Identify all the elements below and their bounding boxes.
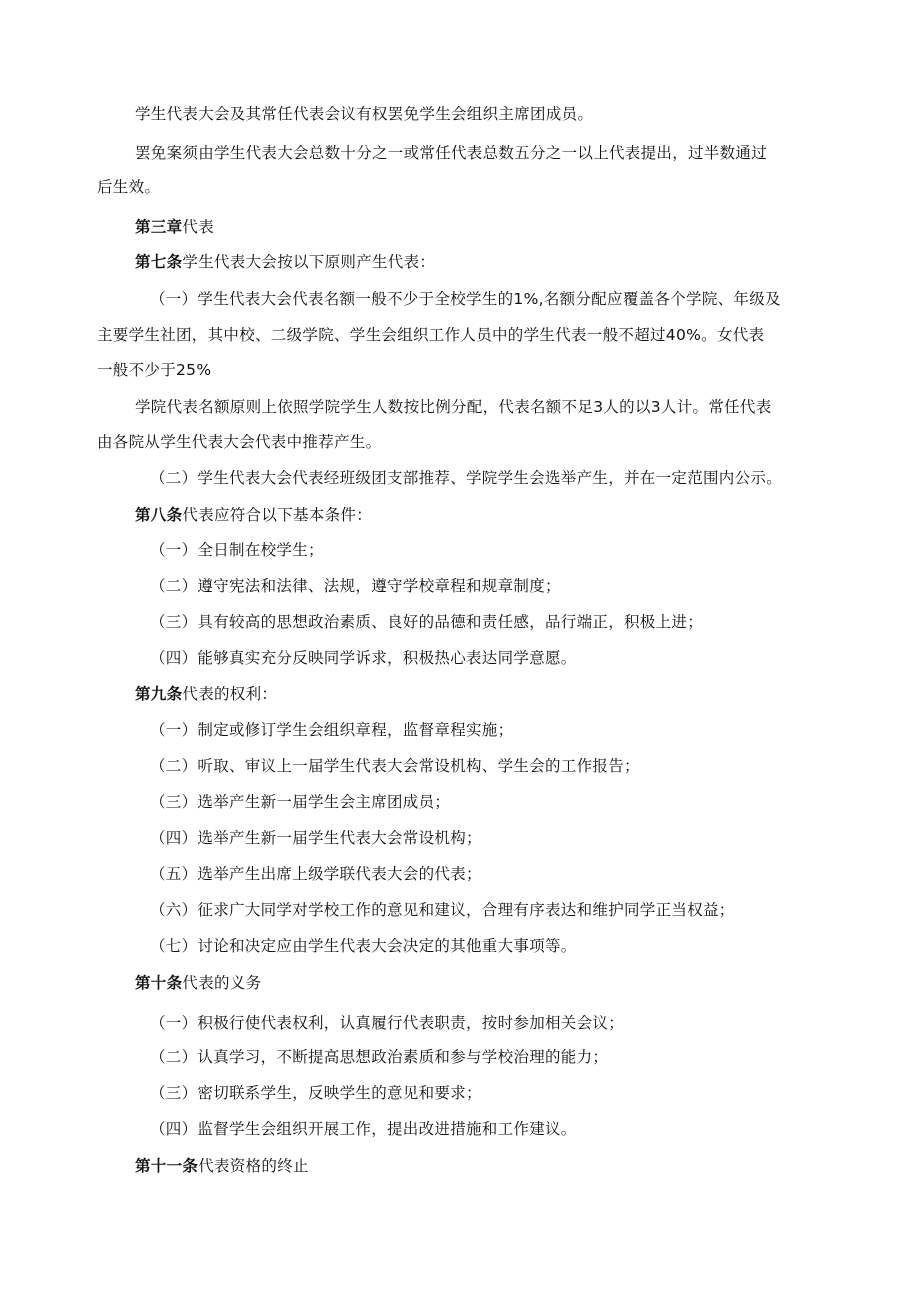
list-item: （三）密切联系学生，反映学生的意见和要求；: [150, 1084, 482, 1102]
chapter-heading: 第三章代表: [135, 218, 215, 236]
list-item: （六）征求广大同学对学校工作的意见和建议，合理有序表达和维护同学正当权益；: [150, 901, 735, 919]
list-item: （一）制定或修订学生会组织章程，监督章程实施；: [150, 721, 514, 739]
list-item: （五）选举产生出席上级学联代表大会的代表；: [150, 865, 482, 883]
list-item: （一）全日制在校学生；: [150, 541, 324, 559]
paragraph-line: 罢免案须由学生代表大会总数十分之一或常任代表总数五分之一以上代表提出，过半数通过: [135, 144, 768, 162]
article-heading: 第十条代表的义务: [135, 974, 262, 992]
list-item: （四）监督学生会组织开展工作，提出改进措施和工作建议。: [150, 1120, 577, 1138]
list-item: （四）能够真实充分反映同学诉求，积极热心表达同学意愿。: [150, 649, 577, 667]
list-item: （四）选举产生新一届学生代表大会常设机构；: [150, 829, 482, 847]
list-item: （七）讨论和决定应由学生代表大会决定的其他重大事项等。: [150, 937, 577, 955]
article-heading: 第七条学生代表大会按以下原则产生代表：: [135, 253, 436, 271]
paragraph-line: 由各院从学生代表大会代表中推荐产生。: [97, 433, 382, 451]
list-item: （一）积极行使代表权利，认真履行代表职责，按时参加相关会议；: [150, 1014, 625, 1032]
paragraph-line: （一）学生代表大会代表名额一般不少于全校学生的1%,名额分配应覆盖各个学院、年级及: [150, 290, 781, 308]
list-item: （二）听取、审议上一届学生代表大会常设机构、学生会的工作报告；: [150, 757, 640, 775]
article-heading: 第九条代表的权利：: [135, 685, 278, 703]
paragraph-line: 学院代表名额原则上依照学院学生人数按比例分配，代表名额不足3人的以3人计。常任代表: [135, 398, 772, 416]
list-item: （三）具有较高的思想政治素质、良好的品德和责任感，品行端正，积极上进；: [150, 613, 704, 631]
article-heading: 第十一条代表资格的终止: [135, 1157, 309, 1175]
paragraph-line: 主要学生社团，其中校、二级学院、学生会组织工作人员中的学生代表一般不超过40%。女代表: [97, 326, 765, 344]
paragraph-line: 一般不少于25%: [97, 361, 212, 379]
paragraph-line: （二）学生代表大会代表经班级团支部推荐、学院学生会选举产生，并在一定范围内公示。: [150, 469, 783, 487]
list-item: （二）认真学习，不断提高思想政治素质和参与学校治理的能力；: [150, 1048, 609, 1066]
list-item: （三）选举产生新一届学生会主席团成员；: [150, 793, 451, 811]
list-item: （二）遵守宪法和法律、法规，遵守学校章程和规章制度；: [150, 577, 561, 595]
paragraph-line: 后生效。: [97, 178, 161, 196]
paragraph-line: 学生代表大会及其常任代表会议有权罢免学生会组织主席团成员。: [135, 105, 594, 123]
article-heading: 第八条代表应符合以下基本条件：: [135, 506, 373, 524]
